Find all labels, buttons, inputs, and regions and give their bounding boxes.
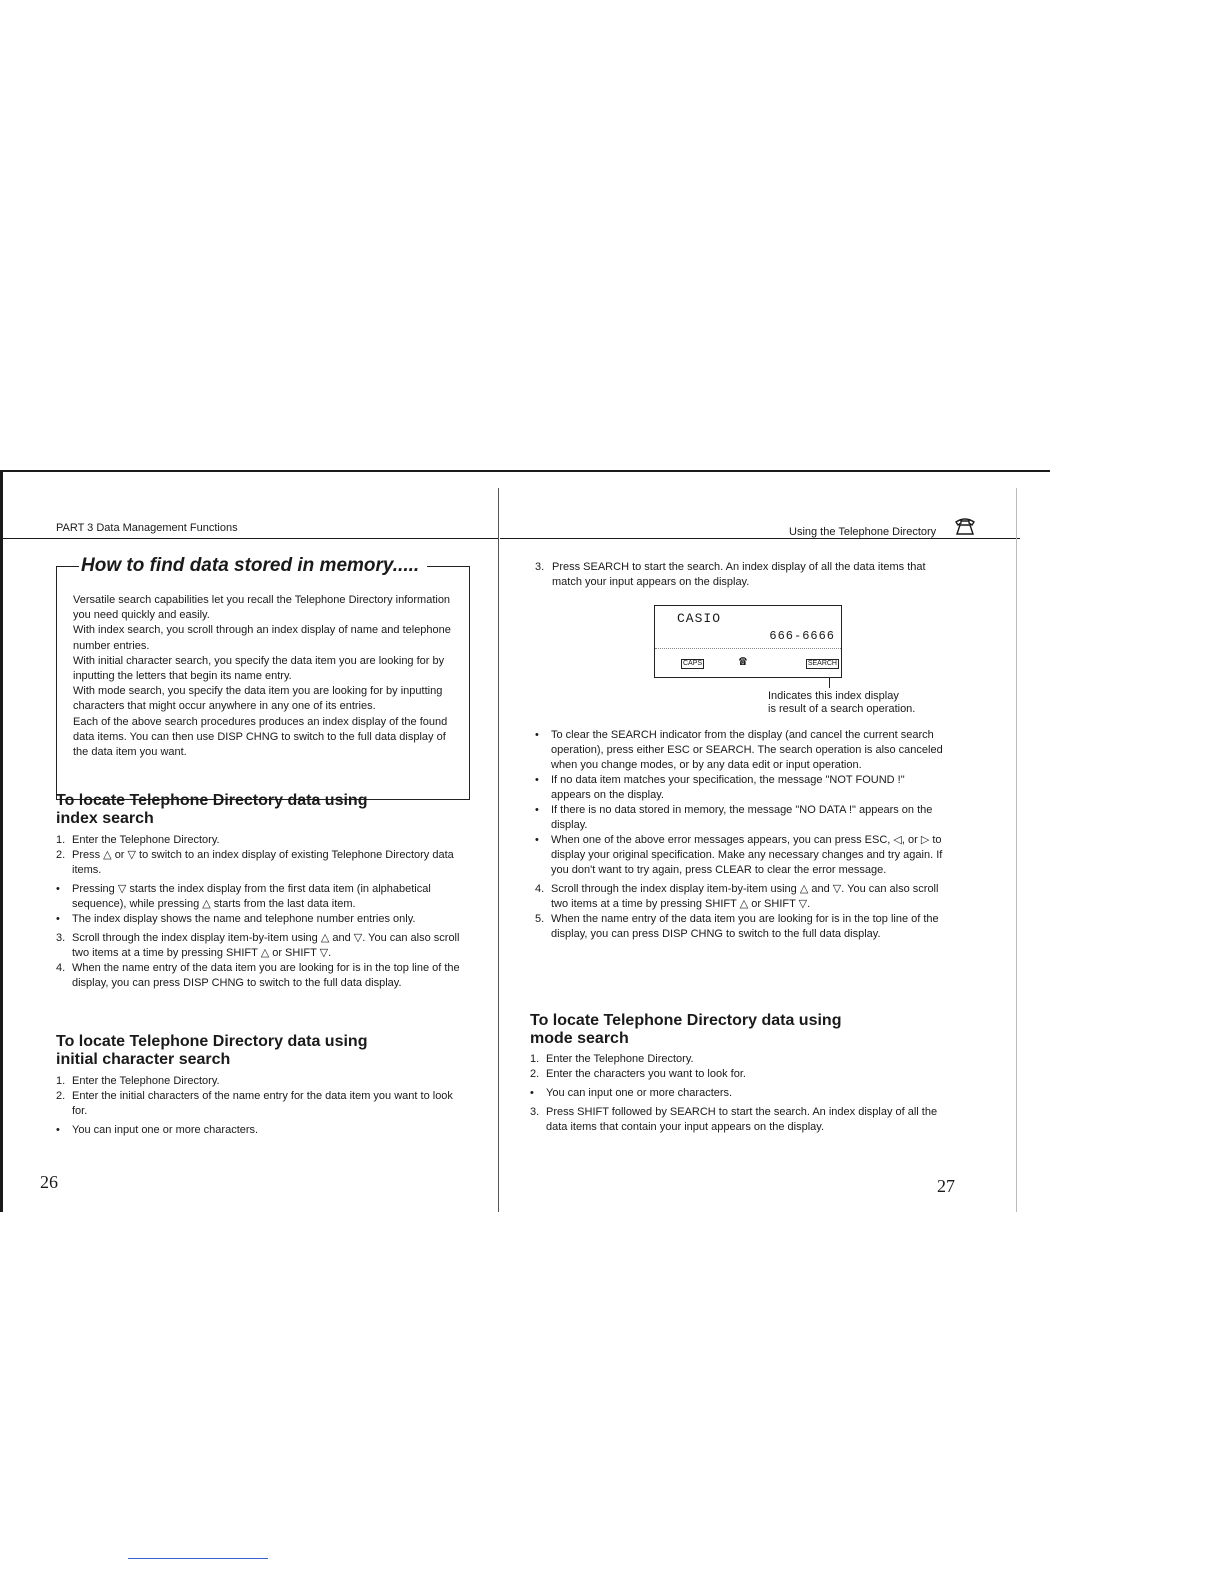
list-text: Enter the initial characters of the name entry for the data item you want to look for. (72, 1090, 453, 1117)
list-marker: 2. (530, 1068, 540, 1080)
list-item (56, 912, 470, 927)
left-page-header: PART 3 Data Management Functions (56, 522, 238, 534)
mode-search-steps (530, 1052, 948, 1135)
right-scan-edge (1016, 488, 1017, 1212)
list-item (535, 833, 947, 878)
lcd-line-1: CASIO (677, 611, 722, 626)
right-header-rule (500, 538, 1020, 539)
list-text: To clear the SEARCH indicator from the display (and cancel the current search operation), press either ESC or SEARCH. The search operation is also canceled when you change modes, or by any data edit or input operation. (551, 729, 943, 771)
intro-paragraph: Versatile search capabilities let you recall the Telephone Directory information you need quickly and easily. (73, 594, 451, 622)
list-text: Press △ or ▽ to switch to an index display of existing Telephone Directory data items. (72, 849, 454, 876)
list-item (530, 1086, 948, 1101)
list-marker: 1. (56, 834, 66, 846)
search-indicator-callout (768, 690, 915, 716)
list-text: Enter the Telephone Directory. (72, 1075, 220, 1087)
lcd-line-2: 666-6666 (769, 629, 835, 643)
intro-title: How to find data stored in memory..... (79, 555, 427, 577)
list-item (56, 961, 470, 991)
list-text: If no data item matches your specification, the message "NOT FOUND !" appears on the display. (551, 774, 905, 801)
lcd-display (654, 605, 842, 678)
list-text: When the name entry of the data item you are looking for is in the top line of the display, you can press DISP CHNG to switch to the full data display. (72, 962, 460, 989)
list-marker: • (56, 913, 60, 925)
list-text: Enter the characters you want to look for. (546, 1068, 746, 1080)
list-text: Enter the Telephone Directory. (72, 834, 220, 846)
list-marker: 1. (530, 1053, 540, 1065)
list-marker: • (535, 774, 539, 786)
list-text: When one of the above error messages appears, you can press ESC, ◁, or ▷ to display your original specification. Make any necessary changes and try again. If you don't want to try again, press CLEAR to clear the error message. (551, 834, 943, 876)
list-text: Press SEARCH to start the search. An index display of all the data items that match your input appears on the display. (552, 561, 926, 588)
list-marker: • (535, 804, 539, 816)
bottom-link-rule (128, 1558, 268, 1559)
section-title-line: To locate Telephone Directory data using (530, 1012, 842, 1029)
list-item (56, 931, 470, 961)
list-text: Press SHIFT followed by SEARCH to start the search. An index display of all the data items that contain your input appears on the display. (546, 1106, 938, 1133)
list-marker: • (535, 834, 539, 846)
list-item (530, 1105, 948, 1135)
list-item (535, 560, 947, 590)
section-initial-character-search-title (56, 1033, 367, 1069)
right-page-number: 27 (937, 1176, 955, 1196)
list-item (535, 912, 947, 942)
telephone-icon (954, 516, 976, 536)
intro-box (56, 555, 470, 800)
intro-body (73, 593, 455, 760)
caps-indicator: CAPS (683, 660, 703, 667)
list-text: Enter the Telephone Directory. (546, 1053, 694, 1065)
list-marker: 3. (56, 932, 66, 944)
list-item (56, 1074, 470, 1089)
list-marker: 3. (530, 1106, 540, 1118)
intro-paragraph: With initial character search, you specify the data item you are looking for by inputting the letters that begin its name entry. (73, 654, 445, 683)
left-header-rule (0, 538, 498, 539)
intro-box-corner (56, 566, 77, 577)
list-marker: • (56, 883, 60, 895)
section-title-line: To locate Telephone Directory data using (56, 1033, 368, 1050)
intro-paragraph: With mode search, you specify the data item you are looking for by inputting characters that might occur anywhere in any one of its entries. (73, 685, 443, 713)
callout-text: Indicates this index display (768, 690, 899, 702)
list-item (535, 728, 947, 773)
telephone-mode-icon: ☎ (739, 654, 747, 669)
list-item (56, 833, 470, 848)
list-item (535, 803, 947, 833)
list-marker: 4. (535, 883, 545, 895)
list-item (535, 773, 947, 803)
list-marker: 3. (535, 561, 545, 573)
lcd-divider (655, 648, 841, 649)
intro-paragraph: With index search, you scroll through an index display of name and telephone number entries. (73, 624, 451, 652)
list-item (530, 1052, 948, 1067)
list-marker: • (56, 1124, 60, 1136)
list-text: Pressing ▽ starts the index display from the first data item (in alphabetical sequence), while pressing △ starts from the last data item. (72, 883, 431, 910)
left-page-number: 26 (40, 1172, 58, 1192)
list-text: When the name entry of the data item you are looking for is in the top line of the display, you can press DISP CHNG to switch to the full data display. (551, 913, 939, 940)
section-title-line: To locate Telephone Directory data using (56, 792, 368, 809)
section-title-line: index search (56, 810, 154, 827)
list-marker: 5. (535, 913, 545, 925)
search-indicator: SEARCH (807, 660, 837, 667)
right-page-header: Using the Telephone Directory (789, 526, 937, 538)
list-text: Scroll through the index display item-by-item using △ and ▽. You can also scroll two items at a time by pressing SHIFT △ or SHIFT ▽. (72, 932, 460, 959)
center-gutter-line (498, 488, 499, 1212)
list-marker: 1. (56, 1075, 66, 1087)
list-text: You can input one or more characters. (72, 1124, 259, 1136)
list-text: The index display shows the name and telephone number entries only. (72, 913, 416, 925)
list-item (56, 848, 470, 878)
list-text: Scroll through the index display item-by-item using △ and ▽. You can also scroll two items at a time by pressing SHIFT △ or SHIFT ▽. (551, 883, 939, 910)
list-text: You can input one or more characters. (546, 1087, 733, 1099)
initial-character-search-steps (56, 1074, 470, 1138)
top-scan-rule (0, 470, 1050, 472)
search-notes (535, 728, 947, 942)
list-item (56, 882, 470, 912)
list-item (530, 1067, 948, 1082)
section-mode-search-title (530, 1012, 841, 1048)
list-item (535, 882, 947, 912)
left-scan-edge (0, 470, 3, 1212)
intro-paragraph: Each of the above search procedures produces an index display of the found data items. You can then use DISP CHNG to switch to the full data display of the data item you want. (73, 715, 448, 759)
section-title-line: mode search (530, 1030, 629, 1047)
list-marker: • (530, 1087, 534, 1099)
index-search-steps (56, 833, 470, 991)
list-item (56, 1123, 470, 1138)
section-title-line: initial character search (56, 1051, 231, 1068)
list-item (56, 1089, 470, 1119)
list-marker: 4. (56, 962, 66, 974)
list-marker: 2. (56, 1090, 66, 1102)
list-marker: 2. (56, 849, 66, 861)
search-step-3 (535, 560, 947, 590)
callout-text: is result of a search operation. (768, 703, 916, 715)
section-index-search-title (56, 792, 367, 828)
callout-line (829, 678, 830, 688)
list-marker: • (535, 729, 539, 741)
list-text: If there is no data stored in memory, the message "NO DATA !" appears on the display. (551, 804, 933, 831)
